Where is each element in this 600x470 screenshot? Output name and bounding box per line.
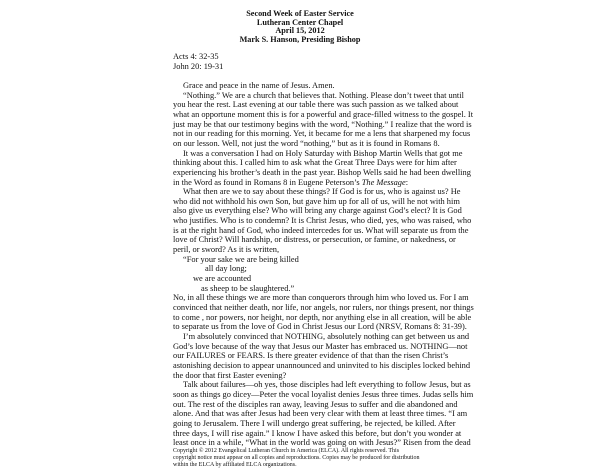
text-line <box>173 438 471 448</box>
text-line <box>173 389 474 400</box>
book-title: The Message <box>361 177 406 187</box>
copyright-line: copyright notice must appear on all copies and reproductions. Copies may be produced for distribution <box>173 455 420 462</box>
text-line <box>173 81 421 91</box>
sermon-header <box>0 10 600 44</box>
service-date: April 15, 2012 <box>275 26 325 36</box>
sermon-text <box>173 80 474 448</box>
reading-reference: Acts 4: 32-35 <box>173 52 219 61</box>
text-span: Talk about failures—oh yes, those disciples had left everything to follow Jesus, but as <box>183 380 471 390</box>
text-line <box>173 119 472 130</box>
text-span: alone. And that was after Jesus had been very clear with them at least three times. “I am <box>173 409 468 419</box>
text-line <box>173 90 464 101</box>
text-span: three days, I will rise again.” I know I have asked this before, but don’t you wonder at <box>173 428 462 438</box>
text-span: convinced that neither death, nor life, nor angels, nor rulers, nor things present, nor things <box>173 303 474 313</box>
text-line <box>173 380 471 390</box>
text-line <box>173 351 449 361</box>
text-span: is at the right hand of God, who indeed intercedes for us. What will separate us from the <box>173 225 469 235</box>
service-speaker: Mark S. Hanson, Presiding Bishop <box>239 34 361 44</box>
text-span: peril, or sword? As it is written, <box>173 245 280 255</box>
text-line <box>173 158 457 168</box>
text-span: : <box>405 177 409 187</box>
text-line <box>173 196 460 207</box>
text-span: thinking about this. I called him to ask what the Great Three Days were for him after <box>173 158 457 168</box>
spacer <box>173 71 421 81</box>
service-location: Lutheran Center Chapel <box>256 17 344 27</box>
text-span: what an opportune moment this is for a powerful and grace-filled witness to the gospel. It <box>173 109 474 119</box>
text-line <box>173 100 459 110</box>
text-line <box>173 148 463 159</box>
text-span: experiencing his brother’s death in the past year. Bishop Wells said he had been dwelling <box>173 167 471 177</box>
text-span: “For your sake we are being killed <box>183 254 299 264</box>
text-line <box>173 399 458 410</box>
text-line <box>173 245 421 255</box>
text-span: to come , nor powers, nor height, nor depth, nor anything else in all creation, will be able <box>173 312 472 322</box>
text-span: I’m absolutely convinced that NOTHING, absolutely nothing can get between us and <box>183 332 470 342</box>
text-line <box>173 255 421 265</box>
text-line <box>173 341 468 352</box>
text-line <box>173 293 469 303</box>
text-line <box>173 409 468 419</box>
text-line <box>173 138 440 149</box>
text-span: It was a conversation I had on Holy Saturday with Bishop Martin Wells that got me <box>183 148 463 158</box>
text-span: also give us everything else? Who will bring any charge against God’s elect? It is God <box>173 206 462 216</box>
text-span: our FAILURES or FEARS. Is there greater evidence of that than the risen Christ’s <box>173 351 449 361</box>
text-span: as sheep to be slaughtered.” <box>201 283 295 293</box>
copyright-line: Copyright © 2012 Evangelical Lutheran Church in America (ELCA). All rights reserved. This <box>173 447 400 454</box>
text-span: all day long; <box>205 264 247 274</box>
text-span: “Nothing.” We are a church that believes that. Nothing. Please don’t tweet that until <box>183 90 464 100</box>
text-line <box>173 187 461 197</box>
sermon-body <box>173 52 474 470</box>
text-span: soon as things go dicey—Peter the vocal loyalist denies Jesus three times. Judas sells him <box>173 389 474 399</box>
text-line <box>173 206 462 216</box>
text-span: we are accounted <box>193 274 252 284</box>
text-line <box>173 428 462 439</box>
text-line <box>173 371 421 381</box>
service-title: Second Week of Easter Service <box>246 9 354 18</box>
text-span: No, in all these things we are more than conquerors through him who loved us. For I am <box>173 293 469 303</box>
text-span: Grace and peace in the name of Jesus. Amen. <box>183 80 335 90</box>
text-line <box>173 418 456 429</box>
text-line <box>173 303 474 313</box>
text-line <box>173 360 471 371</box>
text-line <box>173 167 471 178</box>
reading-reference: John 20: 19-31 <box>173 61 224 71</box>
text-span: just may be that our testimony begins with the word, “Nothing.” I realize that the word is <box>173 119 472 129</box>
text-span: out. The rest of the disciples ran away, leaving Jesus to suffer and die abandoned and <box>173 399 458 409</box>
text-line <box>173 332 470 342</box>
text-line <box>173 264 421 274</box>
text-line <box>173 312 472 323</box>
text-span: who did not withhold his own Son, but gave him up for all of us, will he not with him <box>173 196 460 206</box>
text-line <box>173 235 456 245</box>
text-span: least once in a while, “What in the world was going on with Jesus?” Risen from the dead <box>173 438 471 448</box>
text-span: on our lesson. Well, not just the word “nothing,” but as it is found in Romans 8. <box>173 138 440 148</box>
text-span: going to Jerusalem. There I will undergo great suffering, be rejected, be killed. After <box>173 418 456 428</box>
text-span: in the Word as found in Romans 8 in Eugene Peterson’s <box>173 177 362 187</box>
text-line <box>173 129 471 139</box>
text-line <box>173 178 421 188</box>
text-span: the door that first Easter evening? <box>173 370 287 380</box>
text-span: astonishing decision to appear unannounced and uninvited to his disciples locked behind <box>173 360 471 370</box>
text-span: What then are we to say about these things? If God is for us, who is against us? He <box>183 187 461 197</box>
text-line <box>173 216 472 226</box>
text-line <box>173 322 467 332</box>
text-line <box>173 109 474 120</box>
text-span: you hear the rest. Last evening at our table there was such passion as we talked about <box>173 100 459 110</box>
text-span: God’s love because of the way that Jesus our Master has embraced us. NOTHING—not <box>173 341 468 351</box>
copyright-notice <box>173 448 421 470</box>
text-line <box>173 284 421 294</box>
text-span: to separate us from the love of God in Christ Jesus our Lord (NRSV, Romans 8: 31-39). <box>173 322 467 332</box>
text-line <box>173 225 469 236</box>
copyright-line: within the ELCA by affiliated ELCA organizations. <box>173 462 297 469</box>
text-span: not in our reading for this morning. Yet, it became for me a lens that sharpened my focus <box>173 129 471 139</box>
text-span: who justifies. Who is to condemn? It is Christ Jesus, who died, yes, who was raised, who <box>173 216 472 226</box>
text-line <box>173 274 421 284</box>
text-span: love of Christ? Will hardship, or distress, or persecution, or famine, or nakedness, or <box>173 235 456 245</box>
